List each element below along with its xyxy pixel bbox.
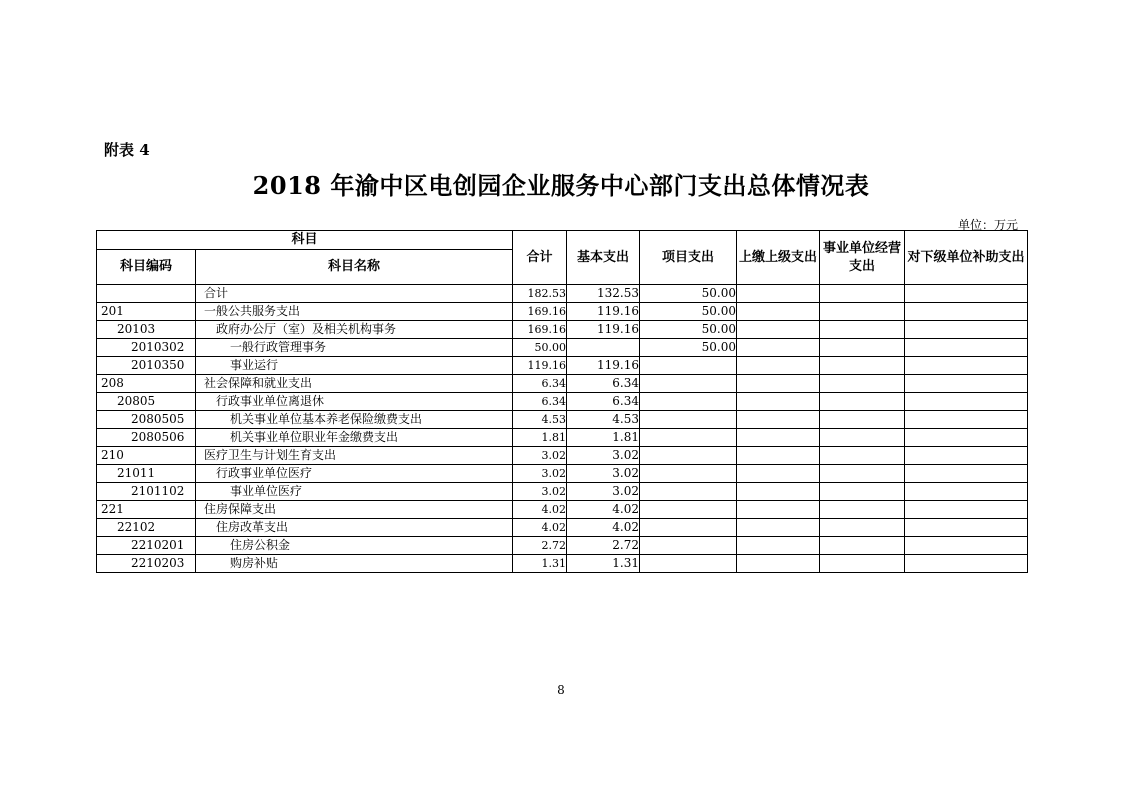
row-total: 169.16 [513, 321, 567, 339]
header-total: 合计 [513, 231, 567, 285]
row-project [640, 483, 737, 501]
row-lower [905, 321, 1028, 339]
row-upper [737, 447, 820, 465]
row-name: 住房改革支出 [196, 519, 513, 537]
row-upper [737, 555, 820, 573]
row-name: 政府办公厅（室）及相关机构事务 [196, 321, 513, 339]
table-row [97, 393, 1028, 411]
row-basic: 1.31 [567, 555, 640, 573]
row-lower [905, 393, 1028, 411]
row-project: 50.00 [640, 285, 737, 303]
row-name: 行政事业单位离退休 [196, 393, 513, 411]
row-business [820, 555, 905, 573]
row-name: 购房补贴 [196, 555, 513, 573]
row-total: 1.81 [513, 429, 567, 447]
row-code: 208 [97, 375, 196, 393]
row-project [640, 357, 737, 375]
row-lower [905, 339, 1028, 357]
row-upper [737, 303, 820, 321]
row-basic: 4.53 [567, 411, 640, 429]
page-number: 8 [557, 683, 565, 697]
row-upper [737, 339, 820, 357]
header-subject-group: 科目 [97, 231, 513, 250]
row-upper [737, 537, 820, 555]
row-upper [737, 429, 820, 447]
header-code: 科目编码 [97, 250, 196, 285]
row-project: 50.00 [640, 303, 737, 321]
row-project: 50.00 [640, 339, 737, 357]
row-business [820, 285, 905, 303]
row-name: 一般行政管理事务 [196, 339, 513, 357]
table-row [97, 321, 1028, 339]
attachment-label: 附表 4 [104, 141, 150, 159]
row-name: 事业单位医疗 [196, 483, 513, 501]
row-name: 行政事业单位医疗 [196, 465, 513, 483]
table-row [97, 357, 1028, 375]
row-upper [737, 285, 820, 303]
row-basic: 6.34 [567, 375, 640, 393]
row-basic: 6.34 [567, 393, 640, 411]
row-project [640, 501, 737, 519]
row-total: 182.53 [513, 285, 567, 303]
row-total: 1.31 [513, 555, 567, 573]
row-code: 210 [97, 447, 196, 465]
row-business [820, 303, 905, 321]
row-lower [905, 483, 1028, 501]
header-name: 科目名称 [196, 250, 513, 285]
row-basic: 119.16 [567, 357, 640, 375]
row-total: 4.53 [513, 411, 567, 429]
row-basic: 3.02 [567, 483, 640, 501]
row-lower [905, 555, 1028, 573]
unit-label: 单位：万元 [957, 218, 1018, 232]
page-title: 2018 年渝中区电创园企业服务中心部门支出总体情况表 [252, 171, 870, 200]
table-row [97, 375, 1028, 393]
row-name: 机关事业单位职业年金缴费支出 [196, 429, 513, 447]
row-total: 6.34 [513, 393, 567, 411]
row-lower [905, 501, 1028, 519]
table-row [97, 429, 1028, 447]
row-business [820, 339, 905, 357]
row-project: 50.00 [640, 321, 737, 339]
row-name: 机关事业单位基本养老保险缴费支出 [196, 411, 513, 429]
row-lower [905, 411, 1028, 429]
row-name: 一般公共服务支出 [196, 303, 513, 321]
row-name: 医疗卫生与计划生育支出 [196, 447, 513, 465]
header-business: 事业单位经营支出 [820, 231, 905, 285]
row-basic: 1.81 [567, 429, 640, 447]
table-row [97, 285, 1028, 303]
row-lower [905, 537, 1028, 555]
row-total: 3.02 [513, 447, 567, 465]
row-lower [905, 357, 1028, 375]
row-total: 4.02 [513, 519, 567, 537]
header-upper: 上缴上级支出 [737, 231, 820, 285]
row-name: 住房保障支出 [196, 501, 513, 519]
row-basic: 119.16 [567, 321, 640, 339]
row-business [820, 375, 905, 393]
row-code: 2080506 [97, 429, 196, 447]
row-project [640, 465, 737, 483]
row-total: 3.02 [513, 465, 567, 483]
row-lower [905, 447, 1028, 465]
row-code: 201 [97, 303, 196, 321]
row-code [97, 285, 196, 303]
row-business [820, 429, 905, 447]
row-upper [737, 357, 820, 375]
row-total: 2.72 [513, 537, 567, 555]
row-project [640, 393, 737, 411]
row-lower [905, 519, 1028, 537]
row-code: 21011 [97, 465, 196, 483]
row-code: 2080505 [97, 411, 196, 429]
row-project [640, 555, 737, 573]
table-row [97, 411, 1028, 429]
row-business [820, 537, 905, 555]
header-lower: 对下级单位补助支出 [905, 231, 1028, 285]
row-lower [905, 465, 1028, 483]
row-basic [567, 339, 640, 357]
row-project [640, 537, 737, 555]
row-total: 50.00 [513, 339, 567, 357]
table-row [97, 519, 1028, 537]
row-basic: 4.02 [567, 519, 640, 537]
row-business [820, 519, 905, 537]
row-code: 2010350 [97, 357, 196, 375]
row-basic: 2.72 [567, 537, 640, 555]
row-upper [737, 321, 820, 339]
row-basic: 3.02 [567, 465, 640, 483]
table-row [97, 501, 1028, 519]
row-business [820, 483, 905, 501]
table-row [97, 483, 1028, 501]
expenditure-table [96, 230, 1028, 573]
row-code: 2101102 [97, 483, 196, 501]
row-basic: 3.02 [567, 447, 640, 465]
row-business [820, 321, 905, 339]
row-upper [737, 393, 820, 411]
row-project [640, 411, 737, 429]
row-business [820, 501, 905, 519]
row-upper [737, 465, 820, 483]
row-business [820, 447, 905, 465]
row-business [820, 465, 905, 483]
row-name: 社会保障和就业支出 [196, 375, 513, 393]
row-basic: 4.02 [567, 501, 640, 519]
row-basic: 119.16 [567, 303, 640, 321]
row-upper [737, 411, 820, 429]
row-lower [905, 429, 1028, 447]
row-upper [737, 375, 820, 393]
row-upper [737, 501, 820, 519]
table-row [97, 537, 1028, 555]
row-lower [905, 303, 1028, 321]
row-project [640, 375, 737, 393]
row-business [820, 357, 905, 375]
header-basic: 基本支出 [567, 231, 640, 285]
row-business [820, 393, 905, 411]
row-total: 4.02 [513, 501, 567, 519]
row-lower [905, 285, 1028, 303]
table-row [97, 555, 1028, 573]
row-name: 事业运行 [196, 357, 513, 375]
row-code: 20103 [97, 321, 196, 339]
row-total: 119.16 [513, 357, 567, 375]
row-basic: 132.53 [567, 285, 640, 303]
header-project: 项目支出 [640, 231, 737, 285]
row-project [640, 519, 737, 537]
row-name: 住房公积金 [196, 537, 513, 555]
table-row [97, 465, 1028, 483]
row-total: 169.16 [513, 303, 567, 321]
row-code: 20805 [97, 393, 196, 411]
row-upper [737, 519, 820, 537]
row-total: 3.02 [513, 483, 567, 501]
row-name: 合计 [196, 285, 513, 303]
row-project [640, 447, 737, 465]
row-code: 2210203 [97, 555, 196, 573]
row-business [820, 411, 905, 429]
table-row [97, 447, 1028, 465]
row-total: 6.34 [513, 375, 567, 393]
row-lower [905, 375, 1028, 393]
table-row [97, 303, 1028, 321]
row-code: 221 [97, 501, 196, 519]
row-project [640, 429, 737, 447]
row-code: 2010302 [97, 339, 196, 357]
table-row [97, 339, 1028, 357]
row-code: 22102 [97, 519, 196, 537]
row-upper [737, 483, 820, 501]
row-code: 2210201 [97, 537, 196, 555]
